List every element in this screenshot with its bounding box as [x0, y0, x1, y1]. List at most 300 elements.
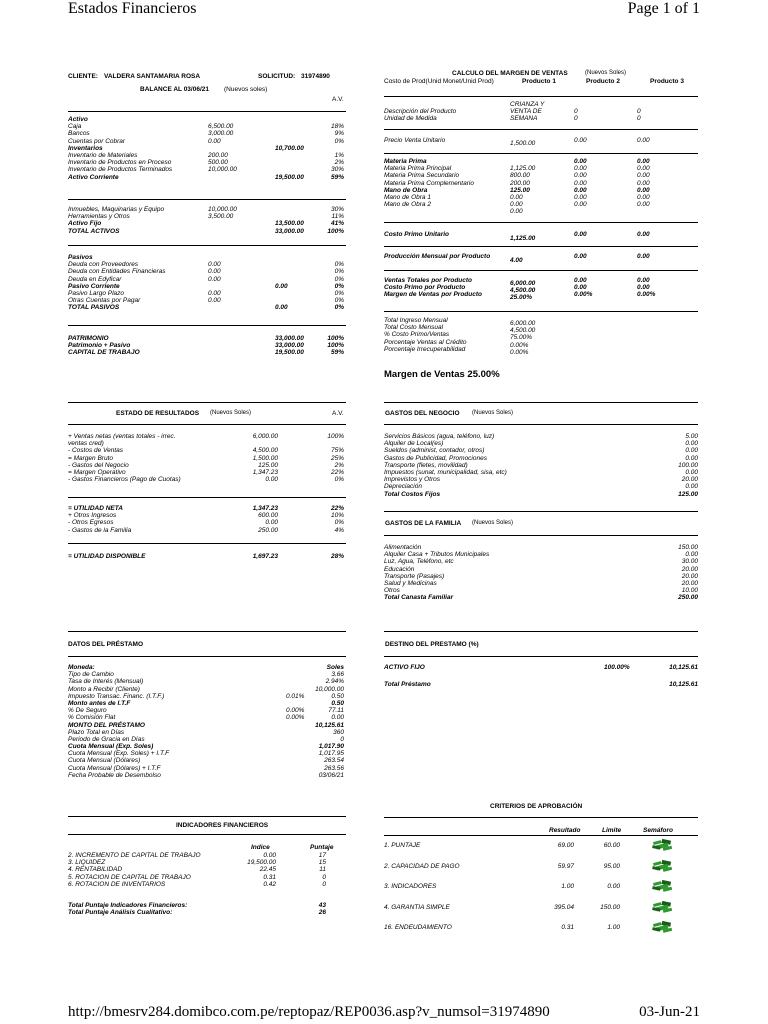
gasto-row	[384, 551, 698, 558]
balance-row	[68, 130, 346, 137]
balance-pct: 0%	[334, 297, 344, 305]
indicador-puntaje: 15	[318, 859, 326, 867]
gasto-row	[384, 462, 698, 469]
desc-label: Descripción del Producto	[384, 108, 457, 116]
divider	[384, 311, 698, 312]
prestamo-label: Monto a Recibir (Cliente)	[68, 685, 140, 693]
prestamo-row	[68, 736, 346, 743]
indicador-puntaje: 0	[322, 873, 326, 881]
gastos-familia-units: (Nuevos Soles)	[472, 520, 514, 526]
balance-pct: 1%	[334, 151, 344, 159]
divider	[384, 129, 698, 130]
divider	[68, 656, 346, 657]
gasto-value: 0.00	[685, 454, 698, 462]
margen-head	[384, 78, 704, 85]
unit-p3: 0	[637, 115, 641, 123]
balance-value-a: 3,500.00	[208, 213, 234, 221]
prestamo-row	[68, 700, 346, 707]
balance-row	[68, 335, 346, 342]
criterio-label: 3. INDICADORES	[384, 883, 437, 890]
balance-label: Activo	[68, 116, 88, 123]
gastos-negocio-title	[385, 410, 695, 417]
prestamo-label: Cuota Mensual (Exp. Soles)	[68, 743, 154, 751]
ventas-p3: 0.00	[637, 284, 650, 292]
criterio-resultado: 0.31	[561, 924, 574, 931]
prestamo-label: % Comisión Flat	[68, 714, 116, 722]
resultados-pct: 0%	[334, 519, 344, 527]
prestamo-label: Tasa de Interés (Mensual)	[68, 678, 144, 686]
resultados-label: - Costos de Ventas	[68, 447, 124, 455]
divider	[68, 325, 346, 326]
balance-row	[68, 152, 346, 159]
prestamo-rows	[68, 664, 346, 779]
gasto-row	[384, 573, 698, 580]
prestamo-value: 1,017.95	[318, 750, 344, 758]
materia-p3: 0.00	[637, 186, 650, 194]
gasto-value: 20.00	[681, 476, 698, 484]
balance-patrimonio	[68, 335, 346, 357]
indicador-puntaje: 0	[322, 880, 326, 888]
resultados-label: = Margen Operativo	[68, 468, 126, 476]
criterio-limite: 0.00	[607, 883, 620, 890]
prestamo-row	[68, 743, 346, 750]
balance-pct: 59%	[330, 173, 344, 181]
ventas-p2: 0.00	[574, 284, 587, 292]
prestamo-label: Impuesto Transac. Financ. (I.T.F.)	[68, 692, 165, 700]
balance-row	[68, 220, 346, 227]
balance-pct: 0%	[334, 304, 344, 312]
page-header-title: Estados Financieros	[68, 0, 197, 17]
criterio-row	[384, 881, 698, 888]
resultados-value: 0.00	[265, 519, 278, 527]
balance-value-a: 0.00	[208, 275, 221, 283]
gasto-value: 0.00	[685, 440, 698, 448]
materia-p3: 0.00	[637, 193, 650, 201]
materia-p3: 0.00	[637, 158, 650, 165]
resultados-pct: 100%	[327, 433, 344, 440]
balance-label: Inmuebles, Maquinarias y Equipo	[68, 206, 165, 213]
materia-row	[384, 201, 704, 208]
indicador-indice: 0.00	[263, 852, 276, 859]
gasto-label: Transporte (Pasajes)	[384, 572, 445, 580]
resultados-value: 600.00	[258, 512, 278, 520]
prestamo-label: % De Seguro	[68, 707, 107, 715]
gasto-row	[384, 587, 698, 594]
balance-value-b: 19,500.00	[275, 349, 304, 357]
gasto-value: 10.00	[681, 587, 698, 595]
criterio-label: 16. ENDEUDAMIENTO	[384, 924, 452, 931]
materia-p2: 0.00	[574, 158, 587, 165]
prestamo-value: 0	[340, 735, 344, 743]
gasto-label: Depreciación	[384, 483, 422, 491]
divider	[68, 424, 346, 425]
totales-row	[384, 345, 704, 356]
ventas-row	[384, 291, 704, 302]
totales-label: % Costo Primo/Ventas	[384, 331, 450, 339]
criterios-head-resultado: Resultado	[549, 827, 581, 834]
materia-p2: 0.00	[574, 201, 587, 209]
ventas-p2: 0.00	[574, 277, 587, 284]
ventas-p3: 0.00%	[637, 291, 656, 299]
indicadores-head-puntaje: Puntaje	[310, 844, 334, 851]
divider	[384, 402, 698, 403]
ventas-block	[384, 277, 704, 302]
disponible-label: = UTILIDAD DISPONIBLE	[68, 553, 146, 560]
materia-label: Mano de Obra 1	[384, 193, 431, 201]
desc-p3: 0	[637, 108, 641, 116]
resultados-value: 1,500.00	[252, 454, 278, 462]
resultados-rows	[68, 433, 346, 483]
criterio-inner	[384, 840, 698, 847]
prestamo-value: 10,000.00	[315, 685, 344, 693]
costo-primo-p2: 0.00	[574, 231, 587, 238]
unit-p2: 0	[574, 115, 578, 123]
balance-value-a: 500.00	[208, 159, 228, 167]
margen-head-costo: Costo de Prod(Unid Monet/Unid Prod)	[384, 78, 494, 85]
prestamo-value: 0.00	[331, 714, 344, 722]
resultados-value: 1,347.23	[252, 505, 278, 512]
indicador-puntaje: 11	[319, 866, 326, 874]
indicador-total-row	[68, 909, 346, 916]
resultados-value: 125.00	[258, 461, 278, 469]
destino-title: DESTINO DEL PRESTAMO (%)	[385, 641, 479, 648]
destino-activo-pct: 100.00%	[604, 664, 630, 671]
balance-value-b: 0.00	[275, 282, 288, 290]
totales-row	[384, 317, 704, 327]
resultados-row	[68, 527, 346, 534]
prestamo-row	[68, 664, 346, 671]
gasto-value: 0.00	[685, 468, 698, 476]
resultados-value: 250.00	[258, 526, 278, 534]
balance-value-b: 10,700.00	[275, 144, 304, 152]
prestamo-row	[68, 750, 346, 757]
indicador-label: 5. ROTACION DE CAPITAL DE TRABAJO	[68, 873, 191, 881]
gasto-value: 30.00	[681, 558, 698, 566]
ventas-p1: 4,500.00	[510, 287, 536, 295]
indicador-total-value: 26	[318, 909, 326, 917]
av-label: A.V.	[332, 96, 344, 103]
criterio-row	[384, 840, 698, 847]
prestamo-row	[68, 772, 346, 779]
resultados-pct: 10%	[330, 512, 344, 520]
costo-primo-row	[384, 231, 704, 242]
destino-activo-label: ACTIVO FIJO	[384, 664, 425, 671]
materia-block	[384, 158, 704, 216]
divider	[384, 511, 698, 512]
resultados-units: (Nuevos Soles)	[210, 410, 252, 416]
gasto-value: 20.00	[681, 572, 698, 580]
ventas-p1: 6,000.00	[510, 280, 536, 287]
resultados-row	[68, 476, 346, 483]
materia-p3: 0.00	[637, 172, 650, 180]
unit-label: Unidad de Medida	[384, 115, 437, 123]
indicadores-totals	[68, 902, 346, 916]
criterio-resultado: 59.97	[557, 862, 574, 870]
produccion-p1: 4.00	[510, 257, 523, 264]
prestamo-value: 1,017.90	[318, 743, 344, 751]
balance-label: Inventario de Productos Terminados	[68, 166, 173, 174]
criterio-row	[384, 922, 698, 929]
balance-label: Activo Fijo	[68, 220, 102, 228]
prestamo-row	[68, 765, 346, 772]
margen-ventas-final: Margen de Ventas 25.00%	[384, 369, 500, 380]
criterio-limite: 95.00	[603, 862, 620, 870]
balance-row	[68, 145, 346, 152]
indicadores-head	[68, 844, 346, 851]
utilidad-disponible	[68, 553, 346, 560]
divider	[68, 199, 346, 200]
balance-label: Inventario de Productos en Proceso	[68, 159, 172, 167]
indicadores-head-indice: Indice	[251, 844, 270, 851]
gastos-negocio-units: (Nuevos Soles)	[472, 410, 514, 416]
gasto-total-row	[384, 594, 698, 601]
balance-value-b: 33,000.00	[275, 342, 304, 350]
balance-row	[68, 304, 346, 311]
balance-label: Deuda en Edyficar	[68, 275, 122, 283]
balance-pct: 0%	[334, 289, 344, 297]
margen-title	[452, 70, 702, 77]
prestamo-mid: 0.01%	[286, 692, 305, 700]
gastos-negocio-title-text: GASTOS DEL NEGOCIO	[385, 410, 460, 417]
gasto-row	[384, 447, 698, 454]
balance-value-a: 0.00	[208, 289, 221, 297]
balance-pct: 100%	[327, 342, 344, 350]
indicador-indice: 0.42	[263, 880, 276, 888]
prestamo-value: 0.50	[331, 692, 344, 700]
balance-value-a: 10,000.00	[208, 166, 237, 174]
balance-value-b: 13,500.00	[275, 220, 304, 228]
materia-p2: 0.00	[574, 193, 587, 201]
ventas-row	[384, 277, 704, 287]
precio-p1: 1,500.00	[510, 140, 536, 147]
divider	[68, 111, 346, 112]
semaforo-green-icon	[652, 900, 672, 914]
resultados-value: 0.00	[265, 476, 278, 484]
gasto-row	[384, 440, 698, 447]
materia-row	[384, 165, 704, 172]
gasto-row	[384, 544, 698, 551]
resultados-label: + Otros Ingresos	[68, 512, 117, 520]
ventas-p1: 25.00%	[510, 294, 533, 302]
gasto-value: 5.00	[685, 433, 698, 440]
desc-p2: 0	[574, 108, 578, 116]
balance-value-a: 6,500.00	[208, 123, 234, 131]
balance-value-a: 200.00	[208, 151, 228, 159]
gasto-row	[384, 558, 698, 565]
indicadores-title: INDICADORES FINANCIEROS	[176, 822, 269, 829]
totales-label: Total Costo Mensual	[384, 324, 444, 332]
criterio-resultado: 395.04	[554, 903, 574, 911]
resultados-row	[68, 462, 346, 469]
balance-row	[68, 261, 346, 268]
indicador-indice: 0.31	[263, 873, 276, 881]
prestamo-label: Plazo Total en Días	[68, 728, 125, 736]
divider	[384, 424, 698, 425]
criterio-label: 2. CAPACIDAD DE PAGO	[384, 862, 460, 870]
prestamo-label: Monto antes de I.T.F	[68, 699, 131, 707]
materia-p2: 0.00	[574, 172, 587, 180]
prestamo-row	[68, 707, 346, 714]
totales-label: Porcentaje Irrecuperabilidad	[384, 345, 466, 353]
prestamo-row	[68, 678, 346, 685]
balance-value-a: 0.00	[208, 297, 221, 305]
margen-head-p2: Producto 2	[586, 78, 620, 85]
balance-units: (Nuevos soles)	[224, 86, 268, 93]
balance-label: Caja	[68, 123, 82, 131]
totales-label: Total Ingreso Mensual	[384, 317, 448, 324]
totales-value: 4,500.00	[510, 327, 536, 335]
balance-value-a: 3,000.00	[208, 130, 234, 138]
materia-row	[384, 187, 704, 194]
gasto-row	[384, 580, 698, 587]
balance-label: Pasivos	[68, 254, 93, 261]
balance-pct: 9%	[334, 130, 344, 138]
divider	[68, 543, 346, 544]
prestamo-value: 3.66	[331, 671, 344, 679]
ventas-p3: 0.00	[637, 277, 650, 284]
produccion-p2: 0.00	[574, 253, 587, 260]
gastos-familia-rows	[384, 544, 698, 602]
balance-value-b: 33,000.00	[275, 227, 304, 235]
materia-label: Materia Prima Principal	[384, 165, 452, 173]
criterio-inner	[384, 881, 698, 888]
precio-row	[384, 137, 704, 147]
balance-row	[68, 297, 346, 304]
divider	[68, 402, 346, 403]
gasto-value: 100.00	[678, 461, 698, 469]
materia-p1: 800.00	[510, 172, 530, 180]
divider	[68, 816, 346, 817]
produccion-p3: 0.00	[637, 253, 650, 260]
precio-label: Precio Venta Unitario	[384, 137, 446, 144]
divider	[384, 153, 698, 154]
costo-primo-label: Costo Primo Unitario	[384, 231, 450, 238]
balance-title	[140, 86, 360, 93]
balance-row	[68, 159, 346, 166]
criterio-inner	[384, 922, 698, 929]
resultados-row	[68, 469, 346, 476]
resultados-row	[68, 447, 346, 454]
materia-row	[384, 158, 704, 165]
solicitud-label: SOLICITUD:	[258, 73, 296, 80]
gasto-label: Transporte (fletes, movilidad)	[384, 461, 468, 469]
ventas-p2: 0.00%	[574, 291, 593, 299]
gasto-row	[384, 483, 698, 490]
balance-fijo	[68, 206, 346, 235]
prestamo-value: 263.54	[324, 757, 344, 765]
balance-row	[68, 228, 346, 235]
materia-p1: 0.00	[510, 193, 523, 201]
divider	[384, 270, 698, 271]
balance-pct: 2%	[334, 159, 344, 167]
gasto-value: 20.00	[681, 579, 698, 587]
resultados-value: 4,500.00	[252, 447, 278, 455]
prestamo-label: Periodo de Gracia en Días	[68, 735, 145, 743]
criterios-rows	[384, 840, 698, 940]
prestamo-row	[68, 714, 346, 721]
balance-label: Activo Corriente	[68, 173, 119, 181]
indicador-row	[68, 866, 346, 873]
balance-row	[68, 206, 346, 213]
gastos-familia-title-text: GASTOS DE LA FAMILIA	[385, 520, 462, 527]
desc-line: SEMANA	[510, 115, 538, 123]
materia-label: Mano de Obra 2	[384, 201, 431, 209]
criterio-label: 4. GARANTIA SIMPLE	[384, 903, 450, 911]
margen-units: (Nuevos Soles)	[585, 70, 627, 76]
resultados-row	[68, 512, 346, 519]
balance-label: Deuda con Entidades Financieras	[68, 268, 166, 276]
balance-value-a: 10,000.00	[208, 206, 237, 213]
divider	[68, 245, 346, 246]
gasto-total-label: Total Costos Fijos	[384, 490, 441, 498]
criterio-label: 1. PUNTAJE	[384, 842, 421, 849]
criterio-inner	[384, 861, 698, 868]
footer-url: http://bmesrv284.domibco.com.pe/reptopaz/REP0036.asp?v_numsol=31974890	[68, 1004, 550, 1020]
balance-label: PATRIMONIO	[68, 335, 109, 342]
prestamo-title: DATOS DEL PRÉSTAMO	[68, 641, 143, 648]
balance-pct: 30%	[330, 206, 344, 213]
criterio-resultado: 1.00	[561, 883, 574, 890]
prestamo-value: 0.50	[331, 699, 344, 707]
balance-row	[68, 283, 346, 290]
client-line	[68, 73, 368, 80]
indicador-total-label: Total Puntaje Análisis Cualitativo:	[68, 909, 173, 917]
indicador-row	[68, 859, 346, 866]
prestamo-row	[68, 671, 346, 678]
criterio-limite: 60.00	[603, 842, 620, 849]
resultados-label: - Gastos del Negocio	[68, 461, 129, 469]
divider	[384, 222, 698, 223]
gasto-row	[384, 469, 698, 476]
costo-primo-p3: 0.00	[637, 231, 650, 238]
gasto-label: Otros	[384, 587, 400, 595]
gasto-row	[384, 476, 698, 483]
resultados-pct: 75%	[330, 447, 344, 455]
balance-row	[68, 174, 346, 181]
resultados-value: 1,347.23	[252, 468, 278, 476]
balance-pct: 0%	[334, 261, 344, 269]
prestamo-mid: 0.00%	[286, 707, 305, 715]
balance-row	[68, 166, 346, 173]
prestamo-value: 263.56	[324, 764, 344, 772]
divider	[384, 835, 698, 836]
produccion-label: Producción Mensual por Producto	[384, 253, 491, 260]
criterios-head-limite: Limite	[602, 827, 622, 834]
solicitud-number: 31974890	[301, 73, 330, 80]
margen-desc	[384, 101, 704, 123]
materia-label: Mano de Obra	[384, 186, 428, 194]
page-number: Page 1 of 1	[627, 0, 700, 17]
gasto-row	[384, 566, 698, 573]
totales-value: 6,000.00	[510, 320, 536, 327]
balance-pct: 100%	[327, 227, 344, 235]
balance-label: Inventario de Materiales	[68, 151, 138, 159]
gasto-label: Luz, Agua, Teléfono, etc	[384, 558, 454, 566]
destino-total	[384, 681, 698, 688]
prestamo-value: 03/06/21	[318, 771, 344, 779]
materia-row	[384, 180, 704, 187]
indicador-indice: 22.45	[259, 866, 276, 874]
balance-row	[68, 268, 346, 275]
materia-row	[384, 208, 704, 215]
prestamo-row	[68, 729, 346, 736]
balance-label: Deuda con Proveedores	[68, 261, 139, 269]
produccion-row	[384, 253, 704, 264]
disponible-pct: 28%	[330, 553, 344, 560]
materia-p2: 0.00	[574, 186, 587, 194]
balance-row	[68, 138, 346, 145]
gasto-row	[384, 433, 698, 440]
